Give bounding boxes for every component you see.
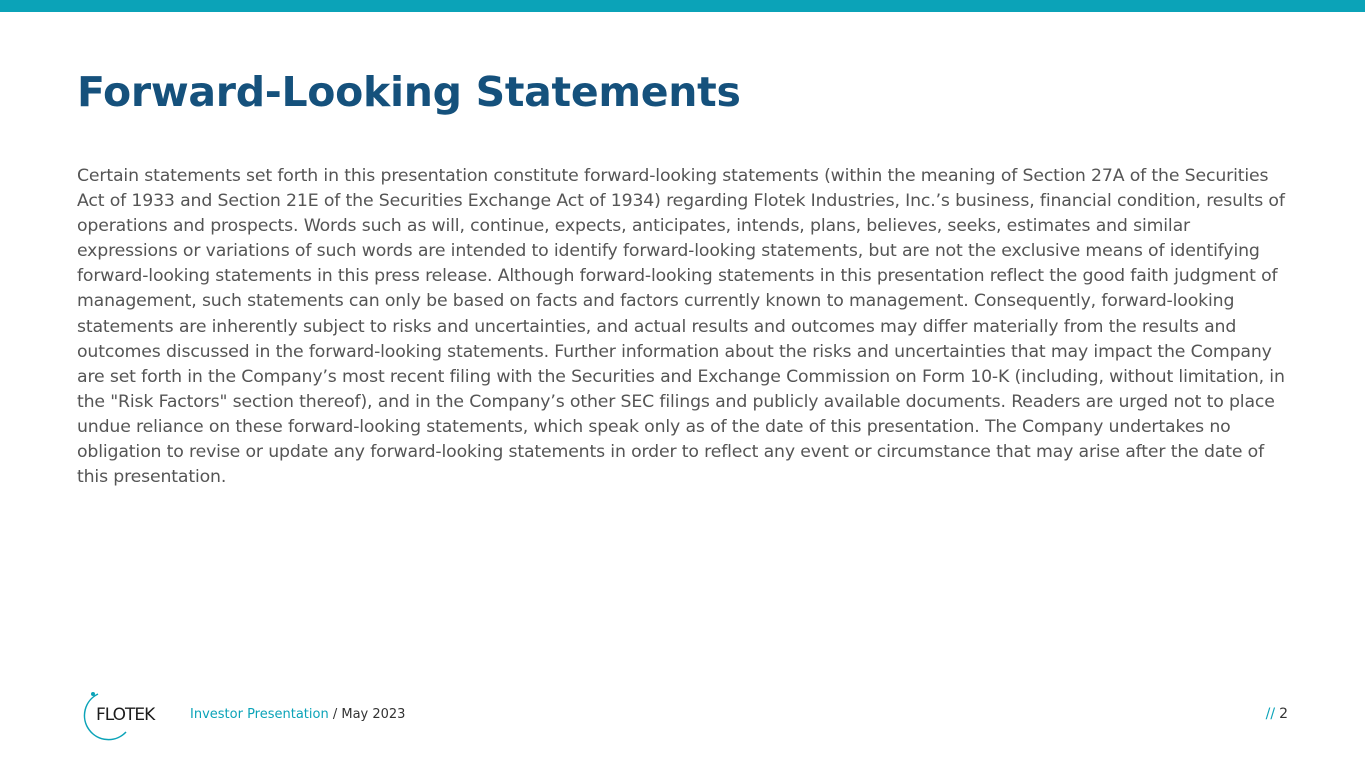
disclaimer-paragraph: Certain statements set forth in this presentation constitute forward-looking statements (within the meaning of Section 27A of the Securities Act of 1933 and Section 21E of the Securities Exchange Act of 1934) regarding Flotek Industries, Inc.’s business, financial condition, results of operations and prospects. Words such as will, continue, expects, anticipates, intends, plans, believes, seeks, estimates and similar expressions or variations of such words are intended to identify forward-looking statements, but are not the exclusive means of identifying forward-looking statements in this press release. Although forward-looking statements in this presentation reflect the good faith judgment of management, such statements can only be based on facts and factors currently known to management. Consequently, forward-looking statements are inherently subject to risks and uncertainties, and actual results and outcomes may differ materially from the results and outcomes discussed in the forward-looking statements. Further information about the risks and uncertainties that may impact the Company are set forth in the Company’s most recent filing with the Securities and Exchange Commission on Form 10-K (including, without limitation, in the "Risk Factors" section thereof), and in the Company’s other SEC filings and publicly available documents. Readers are urged not to place undue reliance on these forward-looking statements, which speak only as of the date of this presentation. The Company undertakes no obligation to revise or update any forward-looking statements in order to reflect any event or circumstance that may arise after the date of this presentation. bbox=[77, 166, 1285, 488]
page-number-indicator bbox=[1266, 706, 1288, 722]
presentation-name: Investor Presentation bbox=[190, 707, 329, 722]
logo-text: FLOTEK bbox=[96, 705, 155, 725]
footer-presentation-label bbox=[190, 707, 405, 722]
page-number: 2 bbox=[1279, 706, 1288, 722]
presentation-date: / May 2023 bbox=[328, 707, 406, 722]
top-accent-bar bbox=[0, 0, 1365, 12]
footer bbox=[0, 688, 1365, 748]
flotek-logo-icon bbox=[76, 688, 166, 744]
page-title: Forward-Looking Statements bbox=[77, 68, 741, 116]
page-slashes: // bbox=[1265, 706, 1276, 722]
